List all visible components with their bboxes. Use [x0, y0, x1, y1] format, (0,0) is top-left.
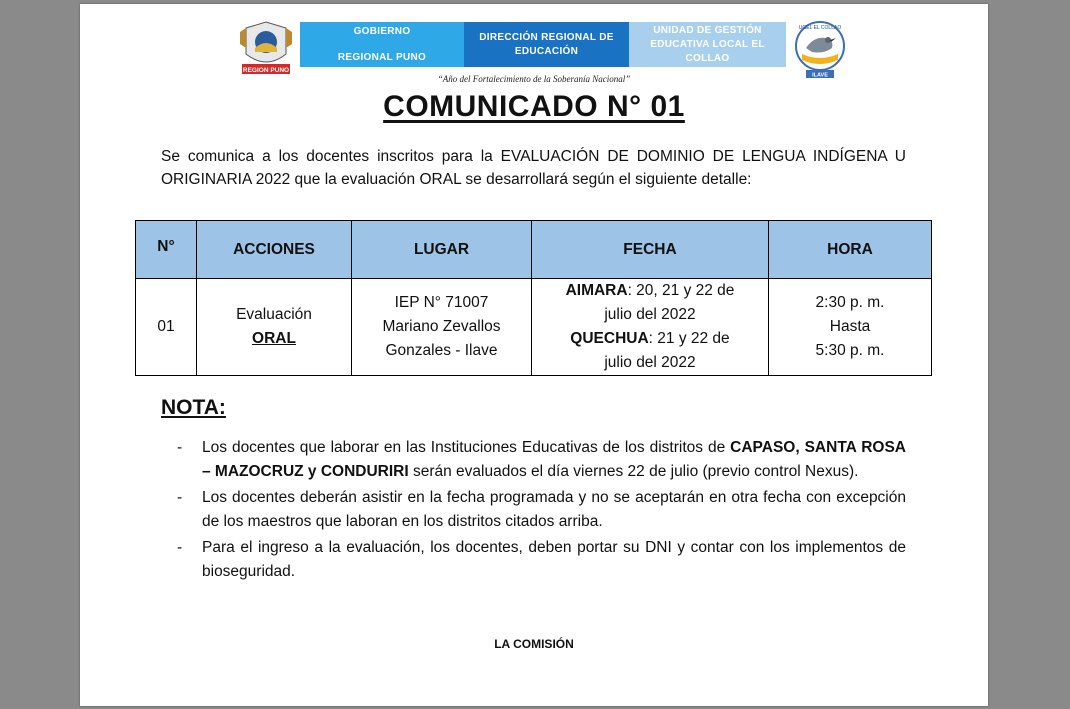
cell-acciones: [197, 279, 352, 376]
list-item: [177, 486, 906, 534]
dash-bullet: -: [177, 539, 183, 556]
table-row: [136, 279, 932, 376]
ugel-el-collao-seal-icon: [790, 18, 850, 80]
lugar-line3: Gonzales - Ilave: [385, 342, 498, 359]
left-logo-label: REGION PUNO: [242, 67, 290, 74]
nota-list: [177, 436, 906, 586]
lugar-line1: IEP N° 71007: [394, 294, 489, 311]
fecha-quechua-line2: julio del 2022: [604, 354, 696, 371]
accion-line1: Evaluación: [236, 306, 312, 323]
dash-bullet: -: [177, 489, 183, 506]
header-lugar: LUGAR: [352, 221, 532, 279]
hora-line1: 2:30 p. m.: [815, 294, 885, 311]
intro-paragraph: Se comunica a los docentes inscritos para la EVALUACIÓN DE DOMINIO DE LENGUA INDÍGENA U ORIGINARIA 2022 que la evaluación ORAL se desarrollará según el siguiente detalle:: [161, 148, 906, 188]
banner-direccion-regional: [464, 22, 629, 67]
nota-item1-text-c: serán evaluados el día viernes 22 de julio (previo control Nexus).: [408, 463, 859, 480]
banner-ugel-text: UNIDAD DE GESTIÓN EDUCATIVA LOCAL EL COLLAO: [650, 24, 765, 64]
header-acciones: ACCIONES: [197, 221, 352, 279]
banner-ugel: [629, 22, 786, 67]
cell-hora: [769, 279, 932, 376]
nota-item2-text: Los docentes deberán asistir en la fecha programada y no se aceptarán en otra fecha con excepción de los maestros que laboran en los distritos citados arriba.: [202, 489, 906, 530]
fecha-quechua-label: QUECHUA: [570, 330, 649, 347]
fecha-aimara-label: AIMARA: [565, 282, 628, 299]
cell-fecha: [532, 279, 769, 376]
page-title: [80, 90, 988, 124]
nota-item1-text-a: Los docentes que laborar en las Instituciones Educativas de los distritos de: [202, 439, 731, 456]
header-hora: HORA: [769, 221, 932, 279]
signature: LA COMISIÓN: [494, 637, 574, 651]
header-num: N°: [136, 221, 197, 279]
year-motto: “Año del Fortalecimiento de la Soberanía Nacional”: [437, 74, 631, 84]
document-page: [80, 4, 988, 706]
list-item: [177, 536, 906, 584]
header-fecha: FECHA: [532, 221, 769, 279]
nota-item3-text: Para el ingreso a la evaluación, los docentes, deben portar su DNI y contar con los implementos de bioseguridad.: [202, 539, 906, 580]
cell-num: 01: [136, 279, 197, 376]
banner-gobierno-regional: [300, 22, 464, 67]
region-puno-crest-icon: [236, 18, 296, 80]
hora-line3: 5:30 p. m.: [815, 342, 885, 359]
right-logo-top-text: UGEL EL COLLAO: [798, 25, 842, 31]
fecha-aimara-line2: julio del 2022: [604, 306, 696, 323]
banner-gobierno-line1: GOBIERNO: [353, 25, 411, 37]
banner-dre-text: DIRECCIÓN REGIONAL DE EDUCACIÓN: [479, 31, 614, 57]
fecha-aimara-line1: : 20, 21 y 22 de: [627, 282, 735, 299]
page-title-text: COMUNICADO N° 01: [383, 90, 685, 123]
nota-item1-districts: CAPASO, SANTA ROSA – MAZOCRUZ y CONDURIRI: [202, 439, 906, 480]
cell-lugar: [352, 279, 532, 376]
right-logo-bottom-text: ILAVE: [812, 72, 828, 79]
accion-line2: ORAL: [252, 330, 296, 347]
lugar-line2: Mariano Zevallos: [382, 318, 501, 335]
dash-bullet: -: [177, 439, 183, 456]
schedule-table: [135, 220, 932, 376]
header-banner: [300, 22, 786, 67]
nota-heading: NOTA:: [161, 396, 226, 419]
hora-line2: Hasta: [829, 318, 871, 335]
table-header-row: [136, 221, 932, 279]
fecha-quechua-line1: : 21 y 22 de: [648, 330, 730, 347]
list-item: [177, 436, 906, 484]
banner-gobierno-line2: REGIONAL PUNO: [337, 51, 427, 63]
